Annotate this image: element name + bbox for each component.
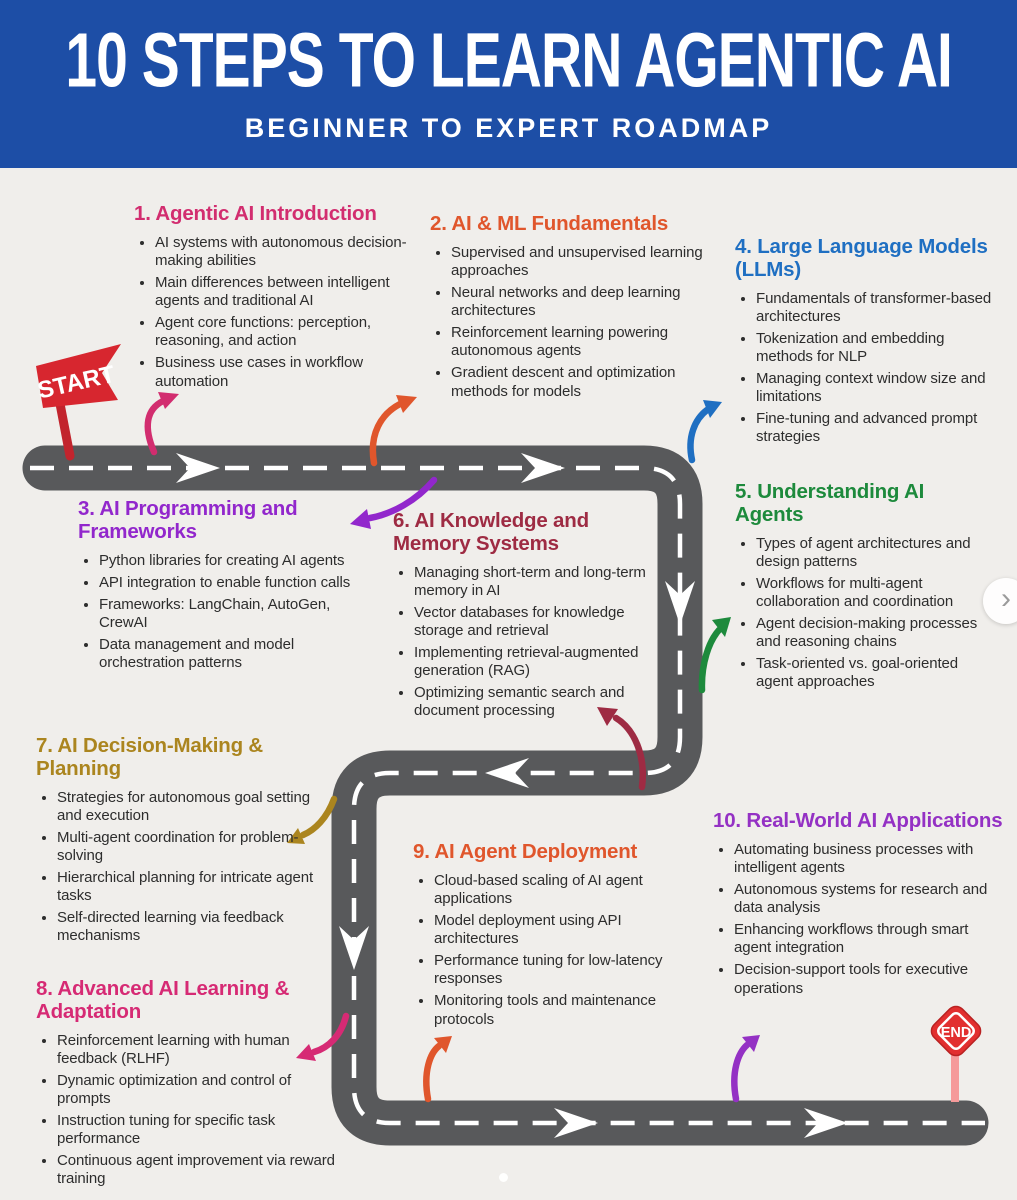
step-10-bullets bbox=[713, 841, 1005, 998]
bullet-item: • AI systems with autonomous decision-making abilities bbox=[155, 234, 426, 271]
step-4 bbox=[735, 236, 997, 450]
page-title: 10 STEPS TO LEARN AGENTIC AI bbox=[65, 17, 952, 104]
bullet-item: • Autonomous systems for research and data analysis bbox=[734, 881, 1005, 918]
bullet-item: • Fundamentals of transformer-based architectures bbox=[756, 290, 997, 327]
step-5-title: 5. Understanding AI Agents bbox=[735, 480, 925, 526]
bullet-item: • Fine-tuning and advanced prompt strategies bbox=[756, 410, 997, 447]
step-6-bullets bbox=[393, 564, 659, 721]
step-10-title: 10. Real-World AI Applications bbox=[713, 809, 1003, 832]
bullet-item: • API integration to enable function calls bbox=[99, 574, 364, 592]
step-6-title: 6. AI Knowledge and Memory Systems bbox=[393, 509, 589, 555]
bullet-item: • Optimizing semantic search and document processing bbox=[414, 684, 659, 721]
step-9-bullets bbox=[413, 872, 695, 1029]
bullet-item: • Enhancing workflows through smart agent integration bbox=[734, 921, 1005, 958]
bullet-item: • Continuous agent improvement via reward training bbox=[57, 1152, 338, 1189]
step-9 bbox=[413, 841, 695, 1032]
step-3-bullets bbox=[78, 552, 364, 672]
step-2-bullets bbox=[430, 244, 722, 401]
bullet-item: • Vector databases for knowledge storage and retrieval bbox=[414, 604, 659, 641]
chevron-right-icon: › bbox=[1001, 582, 1011, 615]
step-6 bbox=[393, 510, 659, 724]
step-1-bullets bbox=[134, 234, 426, 391]
bullet-item: • Strategies for autonomous goal setting and execution bbox=[57, 789, 328, 826]
step-5-bullets bbox=[735, 535, 997, 692]
end-sign bbox=[928, 1003, 985, 1102]
bullet-item: • Types of agent architectures and design patterns bbox=[756, 535, 997, 572]
step-4-title: 4. Large Language Models (LLMs) bbox=[735, 235, 988, 281]
bullet-item: • Automating business processes with intelligent agents bbox=[734, 841, 1005, 878]
bullet-item: • Python libraries for creating AI agents bbox=[99, 552, 364, 570]
bullet-item: • Managing short-term and long-term memory in AI bbox=[414, 564, 659, 601]
bullet-item: • Model deployment using API architectures bbox=[434, 912, 695, 949]
step-2-title: 2. AI & ML Fundamentals bbox=[430, 212, 669, 235]
bullet-item: • Supervised and unsupervised learning approaches bbox=[451, 244, 722, 281]
bullet-item: • Implementing retrieval-augmented generation (RAG) bbox=[414, 644, 659, 681]
bullet-item: • Multi-agent coordination for problem-solving bbox=[57, 829, 328, 866]
bullet-item: • Gradient descent and optimization methods for models bbox=[451, 364, 722, 401]
start-flag bbox=[35, 344, 121, 456]
page-subtitle: BEGINNER TO EXPERT ROADMAP bbox=[244, 113, 773, 143]
bullet-item: • Tokenization and embedding methods for NLP bbox=[756, 330, 997, 367]
bullet-item: • Frameworks: LangChain, AutoGen, CrewAI bbox=[99, 596, 364, 633]
bullet-item: • Instruction tuning for specific task performance bbox=[57, 1112, 338, 1149]
bullet-item: • Agent decision-making processes and reasoning chains bbox=[756, 615, 997, 652]
step-7-title: 7. AI Decision-Making & Planning bbox=[36, 734, 264, 780]
bullet-item: • Hierarchical planning for intricate agent tasks bbox=[57, 869, 328, 906]
step-10 bbox=[713, 810, 1005, 1001]
bullet-item: • Performance tuning for low-latency responses bbox=[434, 952, 695, 989]
arrow-step-4 bbox=[690, 400, 722, 460]
bullet-item: • Workflows for multi-agent collaboration and coordination bbox=[756, 575, 997, 612]
bullet-item: • Managing context window size and limitations bbox=[756, 370, 997, 407]
carousel-dot bbox=[499, 1173, 508, 1182]
bullet-item: • Business use cases in workflow automation bbox=[155, 354, 426, 391]
step-9-title: 9. AI Agent Deployment bbox=[413, 840, 638, 863]
step-8-title: 8. Advanced AI Learning & Adaptation bbox=[36, 977, 290, 1023]
step-7-bullets bbox=[36, 789, 328, 946]
step-8 bbox=[36, 978, 338, 1192]
start-flag-label: START bbox=[35, 360, 118, 405]
step-4-bullets bbox=[735, 290, 997, 447]
step-1 bbox=[134, 203, 426, 394]
header-banner bbox=[0, 0, 1017, 168]
step-1-title: 1. Agentic AI Introduction bbox=[134, 202, 377, 225]
bullet-item: • Agent core functions: perception, reasoning, and action bbox=[155, 314, 426, 351]
bullet-item: • Task-oriented vs. goal-oriented agent approaches bbox=[756, 655, 997, 692]
bullet-item: • Self-directed learning via feedback mechanisms bbox=[57, 909, 328, 946]
step-3-title: 3. AI Programming and Frameworks bbox=[78, 497, 298, 543]
arrow-step-1 bbox=[148, 392, 179, 452]
step-7 bbox=[36, 735, 328, 949]
end-sign-pole bbox=[951, 1052, 959, 1102]
step-8-bullets bbox=[36, 1032, 338, 1189]
arrow-step-10 bbox=[734, 1035, 760, 1099]
arrow-step-9 bbox=[426, 1036, 452, 1099]
bullet-item: • Neural networks and deep learning architectures bbox=[451, 284, 722, 321]
bullet-item: • Cloud-based scaling of AI agent applications bbox=[434, 872, 695, 909]
end-sign-label: END bbox=[940, 1025, 972, 1041]
bullet-item: • Monitoring tools and maintenance protocols bbox=[434, 992, 695, 1029]
bullet-item: • Reinforcement learning powering autonomous agents bbox=[451, 324, 722, 361]
step-5 bbox=[735, 481, 997, 695]
arrow-step-5 bbox=[702, 617, 731, 690]
step-3 bbox=[78, 498, 364, 676]
bullet-item: • Reinforcement learning with human feedback (RLHF) bbox=[57, 1032, 338, 1069]
bullet-item: • Data management and model orchestration patterns bbox=[99, 636, 364, 673]
bullet-item: • Decision-support tools for executive operations bbox=[734, 961, 1005, 998]
bullet-item: • Dynamic optimization and control of prompts bbox=[57, 1072, 338, 1109]
step-2 bbox=[430, 213, 722, 404]
bullet-item: • Main differences between intelligent agents and traditional AI bbox=[155, 274, 426, 311]
